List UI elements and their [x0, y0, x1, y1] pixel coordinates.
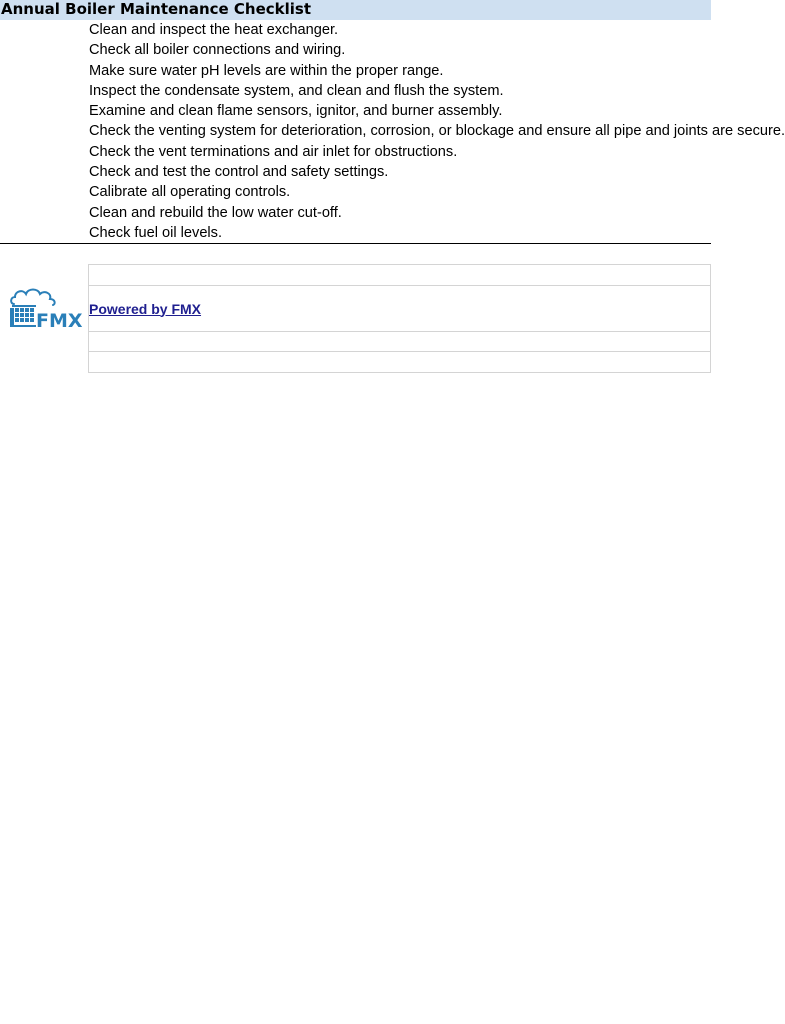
- checklist-item: Calibrate all operating controls.: [89, 184, 291, 201]
- footer-row-empty: [89, 332, 710, 352]
- footer-row-powered: [89, 286, 710, 332]
- footer-table: [88, 264, 711, 373]
- fmx-logo-icon: [8, 286, 83, 332]
- checklist-item: Clean and inspect the heat exchanger.: [89, 22, 339, 38]
- footer-row-empty: [89, 265, 710, 286]
- checklist-item: Check all boiler connections and wiring.: [89, 42, 346, 59]
- checklist-item: Check the venting system for deterioration, corrosion, or blockage and ensure all pipe and joints are secure.: [89, 123, 785, 140]
- svg-text:FMX: FMX: [36, 310, 83, 332]
- checklist-item: Inspect the condensate system, and clean and flush the system.: [89, 82, 504, 99]
- checklist-item: Check the vent terminations and air inlet for obstructions.: [89, 143, 458, 160]
- powered-by-fmx-link[interactable]: Powered by FMX: [89, 300, 202, 317]
- page-title: Annual Boiler Maintenance Checklist: [1, 0, 312, 18]
- checklist-items: [0, 20, 785, 244]
- footer-row-empty: [89, 352, 710, 372]
- checklist-item: Check fuel oil levels.: [89, 224, 223, 241]
- checklist-item: Check and test the control and safety settings.: [89, 164, 389, 181]
- checklist-item: Clean and rebuild the low water cut-off.: [89, 204, 342, 221]
- title-bar: [0, 0, 711, 20]
- checklist-item: Examine and clean flame sensors, ignitor, and burner assembly.: [89, 103, 503, 120]
- checklist-item: Make sure water pH levels are within the proper range.: [89, 62, 444, 79]
